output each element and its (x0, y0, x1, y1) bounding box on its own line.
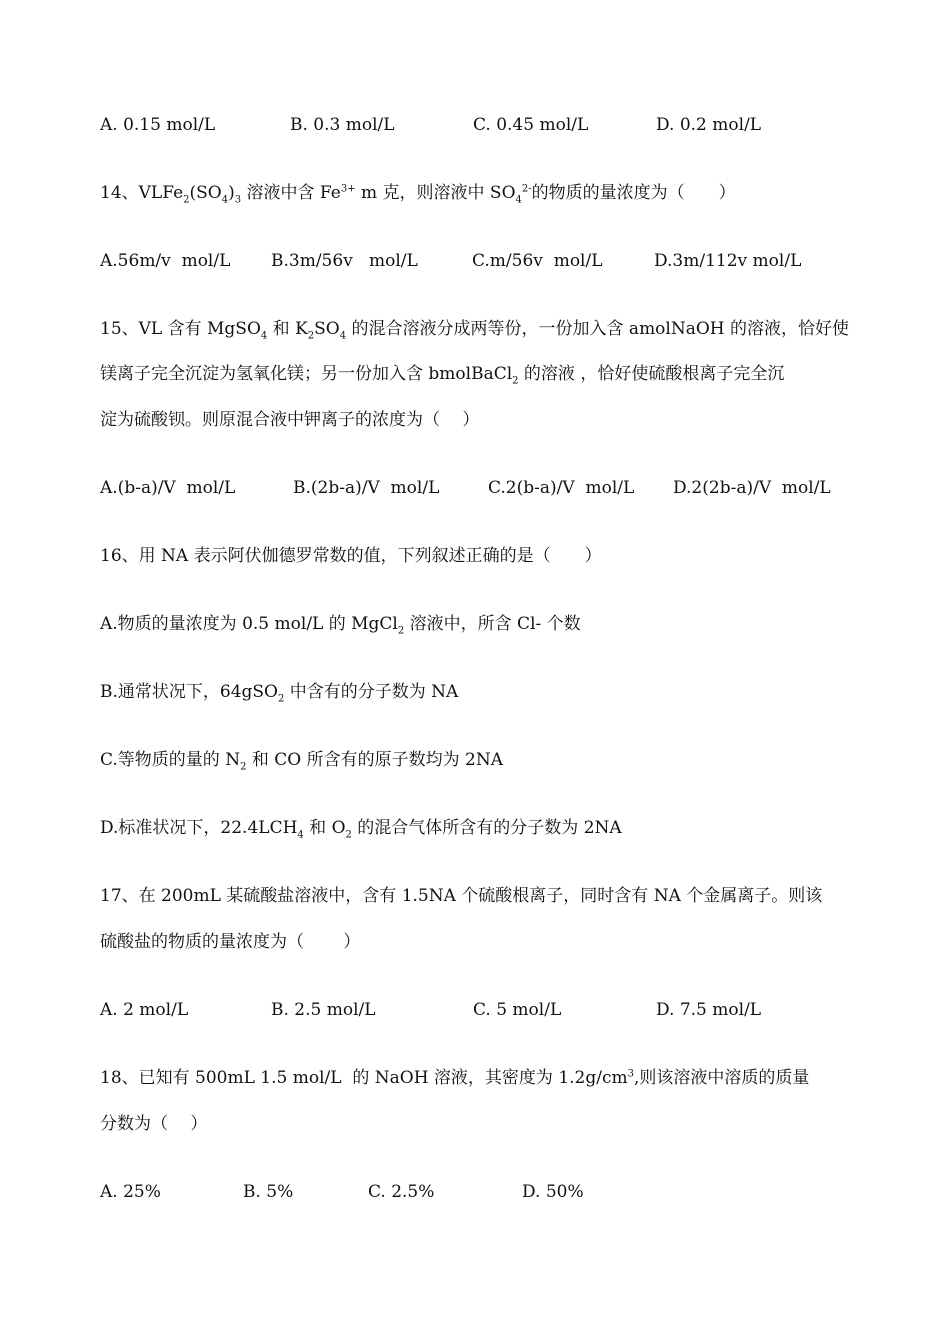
q18-option-c: C. 2.5% (368, 1182, 435, 1202)
q18-stem-line-2: 分数为（ ） (100, 1114, 208, 1134)
q14-option-d: D.3m/112v mol/L (654, 251, 802, 271)
q17-stem-line-1: 17、在 200mL 某硫酸盐溶液中，含有 1.5NA 个硫酸根离子，同时含有 NA 个金属离子。则该 (100, 886, 823, 906)
q14-stem: 14、$VLFe_2(SO_4)_3$ 溶液中含 $Fe^{3+}$ m 克，则溶液中 $SO_4^{2-}$的物质的量浓度为（ ） (100, 183, 736, 206)
q18-option-b: B. 5% (243, 1182, 294, 1202)
q15-option-a: A.(b-a)/V mol/L (100, 478, 236, 498)
q13-option-b: B. 0.3 mol/L (290, 115, 395, 135)
q18-options (100, 1180, 855, 1204)
q15-option-d: D.2(2b-a)/V mol/L (673, 478, 831, 498)
q18-option-d: D. 50% (522, 1182, 584, 1202)
q16-stem: 16、用 NA 表示阿伏伽德罗常数的值，下列叙述正确的是（ ） (100, 546, 602, 566)
q17-option-d: D. 7.5 mol/L (656, 1000, 762, 1020)
q15-options (100, 476, 855, 500)
q15-option-c: C.2(b-a)/V mol/L (488, 478, 635, 498)
q14-option-b: B.3m/56v mol/L (271, 251, 418, 271)
q15-stem-line-2: 镁离子完全沉淀为氢氧化镁；另一份加入含 bmolBaCl$_2$ 的溶液 ，恰好使硫酸根离子完全沉 (100, 364, 785, 387)
q14-option-c: C.m/56v mol/L (472, 251, 603, 271)
q17-option-a: A. 2 mol/L (100, 1000, 189, 1020)
q14-option-a: A.56m/v mol/L (100, 251, 231, 271)
q16-option-c: C.等物质的量的 $N_2$ 和 CO 所含有的原子数均为 2NA (100, 750, 503, 773)
q18-option-a: A. 25% (100, 1182, 161, 1202)
q17-option-c: C. 5 mol/L (473, 1000, 562, 1020)
q17-option-b: B. 2.5 mol/L (271, 1000, 376, 1020)
q14-options (100, 249, 855, 273)
q15-option-b: B.(2b-a)/V mol/L (293, 478, 440, 498)
q13-option-c: C. 0.45 mol/L (473, 115, 589, 135)
q13-options (100, 113, 855, 137)
q13-option-a: A. 0.15 mol/L (100, 115, 216, 135)
q17-options (100, 998, 855, 1022)
q13-option-d: D. 0.2 mol/L (656, 115, 762, 135)
q15-stem-line-3: 淀为硫酸钡。则原混合液中钾离子的浓度为（ ） (100, 410, 480, 430)
q16-option-b: B.通常状况下，64gSO$_2$ 中含有的分子数为 NA (100, 682, 459, 705)
q18-stem-line-1: 18、已知有 500mL 1.5 mol/L 的 NaOH 溶液，其密度为 $1.2g/cm^3$,则该溶液中溶质的质量 (100, 1068, 810, 1088)
q17-stem-line-2: 硫酸盐的物质的量浓度为（ ） (100, 932, 361, 952)
q16-option-d: D.标准状况下，$22.4LCH_4$ 和 $O_2$ 的混合气体所含有的分子数为 2NA (100, 818, 622, 841)
q15-stem-line-1: 15、VL 含有 MgSO$_4$ 和 $K_2SO_4$ 的混合溶液分成两等份，一份加入含 amolNaOH 的溶液，恰好使 (100, 319, 850, 342)
q16-option-a: A.物质的量浓度为 0.5 mol/L 的 MgCl$_2$ 溶液中，所含 Cl- 个数 (100, 614, 581, 637)
